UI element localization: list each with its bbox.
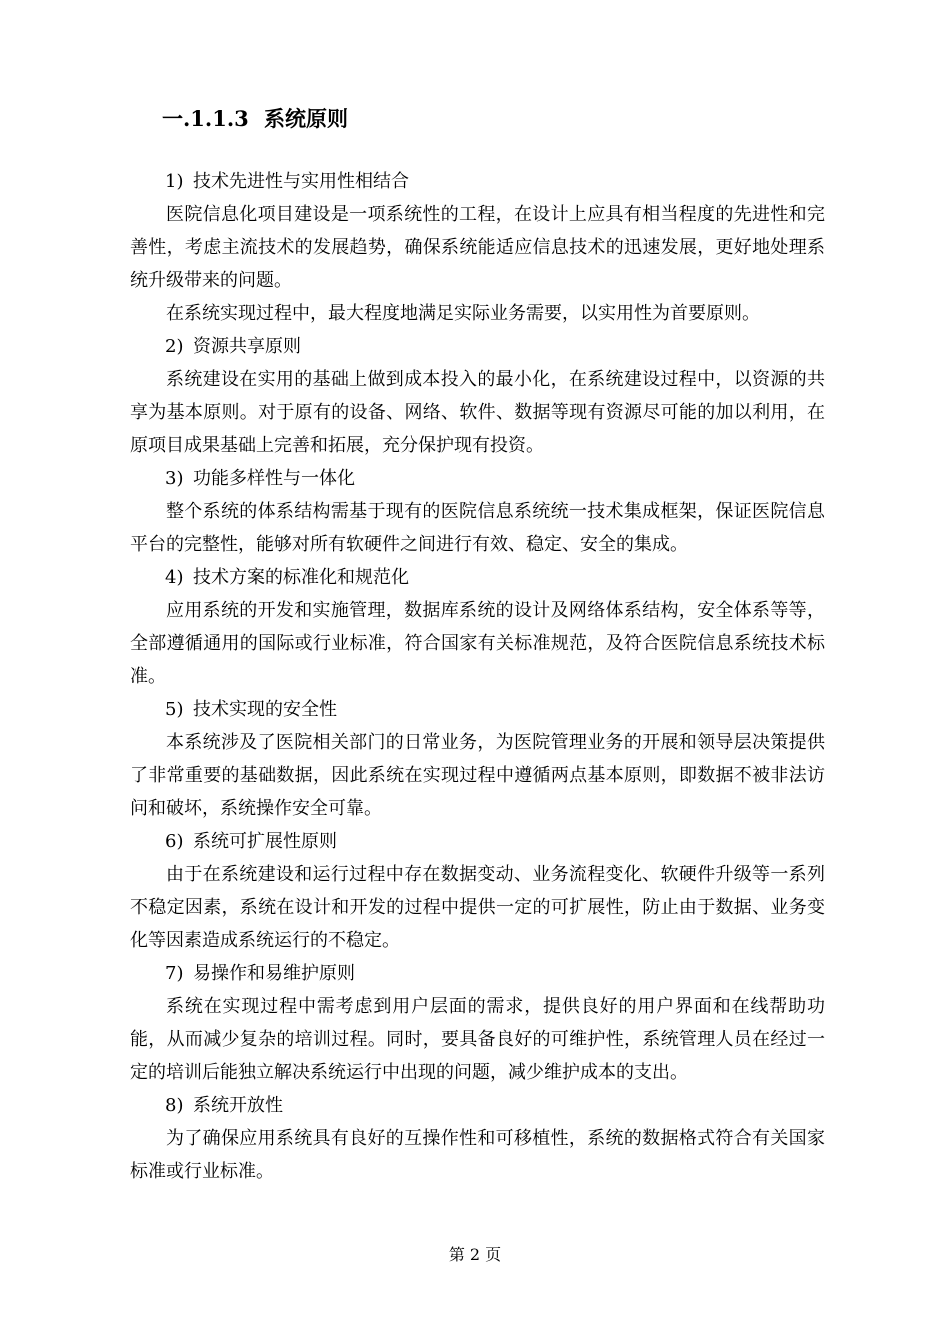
principle-paragraph: 系统在实现过程中需考虑到用户层面的需求，提供良好的用户界面和在线帮助功能，从而减少复杂的培训过程。同时，要具备良好的可维护性，系统管理人员在经过一定的培训后能独立解决系统运行中出现的问题，减少维护成本的支出。 — [130, 996, 825, 1083]
principle-paragraph: 应用系统的开发和实施管理，数据库系统的设计及网络体系结构，安全体系等等，全部遵循通用的国际或行业标准，符合国家有关标准规范，及符合医院信息系统技术标准。 — [130, 600, 825, 687]
principle-number: 5) — [165, 699, 184, 720]
document-body — [130, 165, 825, 1188]
principle-title — [130, 825, 825, 858]
principle-number: 8) — [165, 1095, 184, 1116]
principle-title-text: 技术先进性与实用性相结合 — [193, 171, 409, 192]
principle-paragraph: 由于在系统建设和运行过程中存在数据变动、业务流程变化、软硬件升级等一系列不稳定因素，系统在设计和开发的过程中提供一定的可扩展性，防止由于数据、业务变化等因素造成系统运行的不稳定。 — [130, 864, 825, 951]
principle-section — [130, 561, 825, 693]
page-number: 第 2 页 — [448, 1245, 502, 1264]
principle-paragraph: 在系统实现过程中，最大程度地满足实际业务需要，以实用性为首要原则。 — [166, 303, 760, 324]
principle-title-text: 技术实现的安全性 — [193, 699, 337, 720]
principle-number: 7) — [165, 963, 184, 984]
principle-section — [130, 462, 825, 561]
principle-title — [130, 561, 825, 594]
principle-section — [130, 957, 825, 1089]
principle-title-text: 技术方案的标准化和规范化 — [193, 567, 409, 588]
principle-number: 1) — [165, 171, 184, 192]
principle-paragraph: 医院信息化项目建设是一项系统性的工程，在设计上应具有相当程度的先进性和完善性，考虑主流技术的发展趋势，确保系统能适应信息技术的迅速发展，更好地处理系统升级带来的问题。 — [130, 204, 825, 291]
principle-paragraph: 系统建设在实用的基础上做到成本投入的最小化，在系统建设过程中，以资源的共享为基本原则。对于原有的设备、网络、软件、数据等现有资源尽可能的加以利用，在原项目成果基础上完善和拓展，充分保护现有投资。 — [130, 369, 825, 456]
principle-title-text: 系统开放性 — [193, 1095, 283, 1116]
principle-number: 2) — [165, 336, 184, 357]
principle-title — [130, 957, 825, 990]
principle-title — [130, 462, 825, 495]
principle-title-text: 功能多样性与一体化 — [193, 468, 355, 489]
principle-number: 4) — [165, 567, 184, 588]
section-heading — [162, 104, 348, 134]
principle-paragraph: 本系统涉及了医院相关部门的日常业务，为医院管理业务的开展和领导层决策提供了非常重要的基础数据，因此系统在实现过程中遵循两点基本原则，即数据不被非法访问和破坏，系统操作安全可靠。 — [130, 732, 825, 819]
principle-section — [130, 165, 825, 330]
principle-section — [130, 693, 825, 825]
principle-number: 3) — [165, 468, 184, 489]
principle-title — [130, 165, 825, 198]
principle-section — [130, 1089, 825, 1188]
principle-title-text: 易操作和易维护原则 — [193, 963, 355, 984]
principle-paragraph: 整个系统的体系结构需基于现有的医院信息系统统一技术集成框架，保证医院信息平台的完整性，能够对所有软硬件之间进行有效、稳定、安全的集成。 — [130, 501, 825, 555]
page-footer — [0, 1244, 950, 1266]
principle-title-text: 系统可扩展性原则 — [193, 831, 337, 852]
principle-title — [130, 1089, 825, 1122]
principle-title — [130, 693, 825, 726]
principle-paragraph: 为了确保应用系统具有良好的互操作性和可移植性，系统的数据格式符合有关国家标准或行业标准。 — [130, 1128, 825, 1182]
section-title: 系统原则 — [264, 106, 348, 131]
principle-section — [130, 330, 825, 462]
principle-number: 6) — [165, 831, 184, 852]
section-number: 一.1.1.3 — [162, 106, 249, 131]
principle-section — [130, 825, 825, 957]
principle-title-text: 资源共享原则 — [193, 336, 301, 357]
principle-title — [130, 330, 825, 363]
